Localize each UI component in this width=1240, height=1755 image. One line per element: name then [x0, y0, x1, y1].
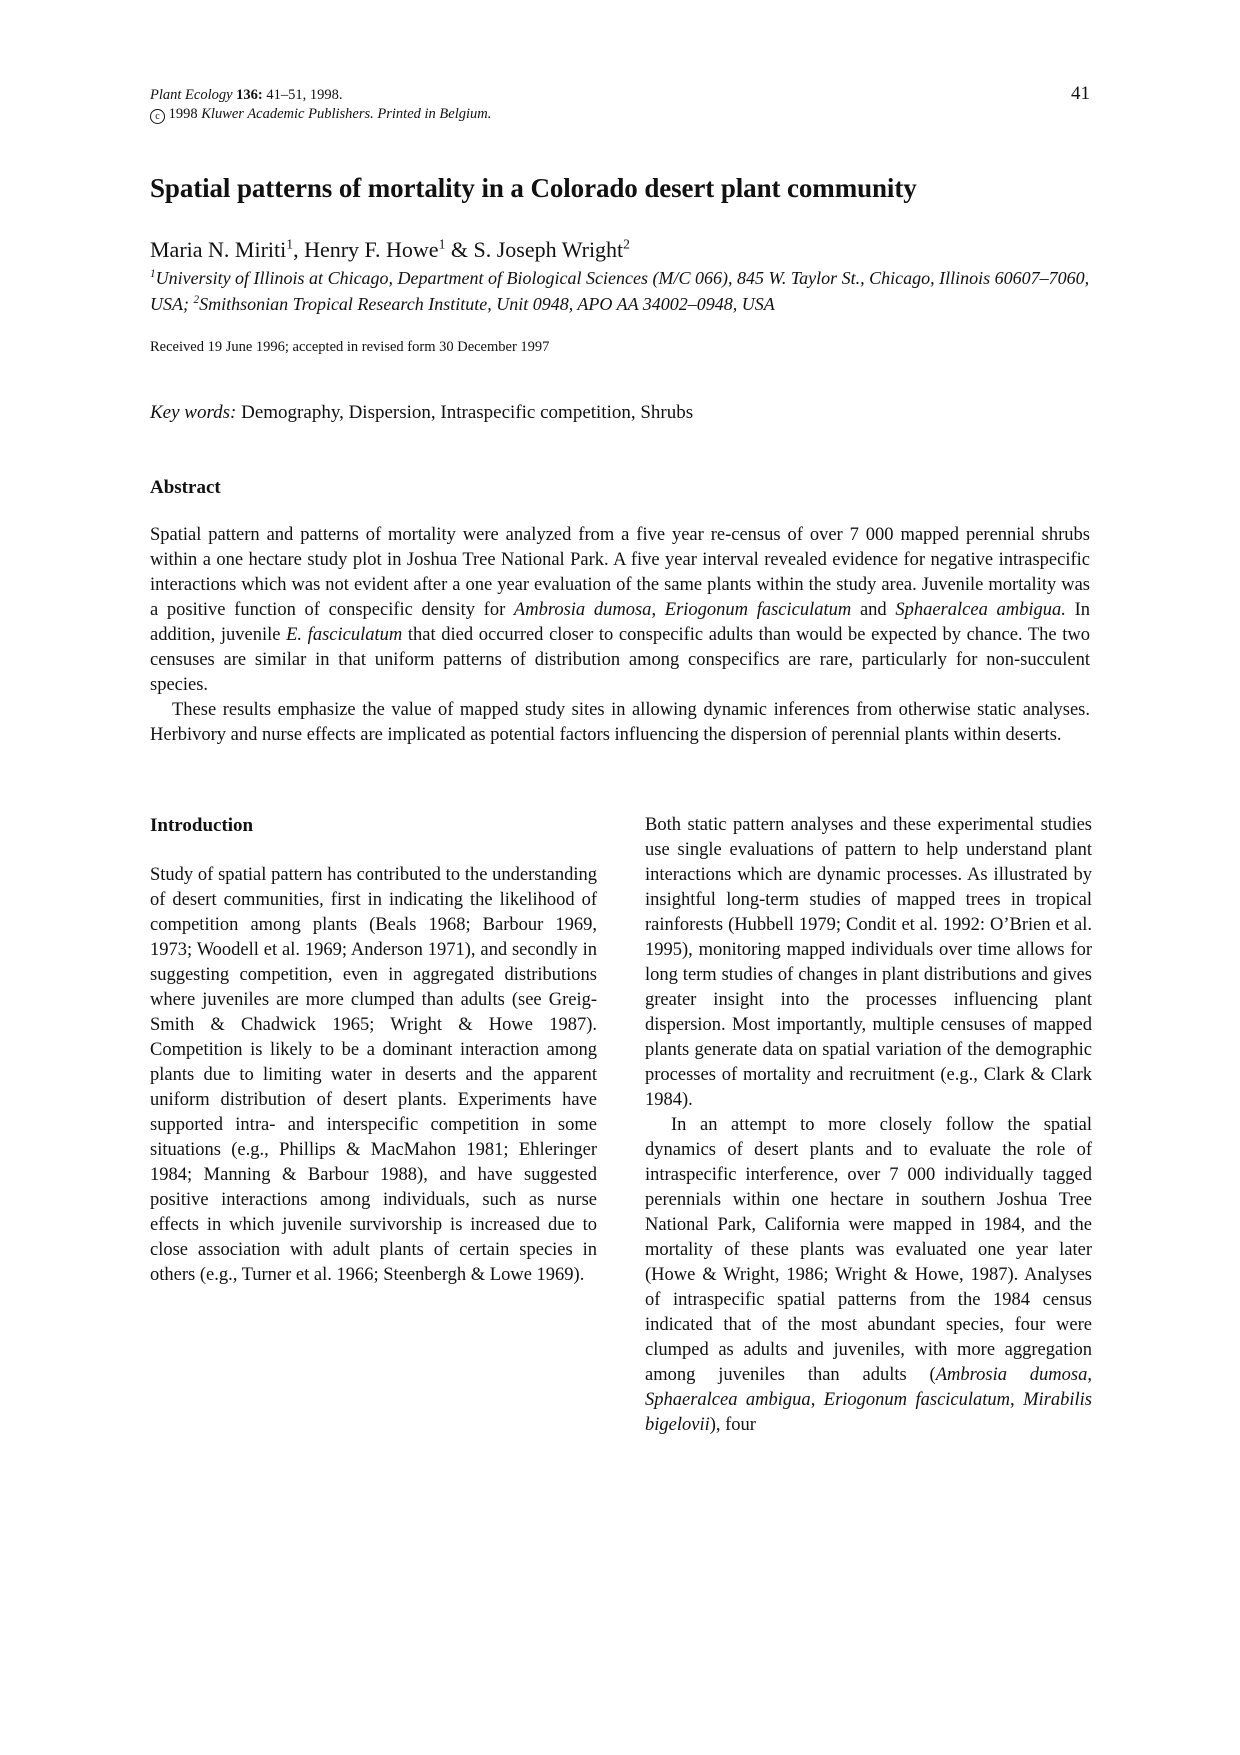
- keywords-label: Key words:: [150, 402, 237, 423]
- affiliation-1: University of Illinois at Chicago, Department of Biological Sciences (M/C 066), 845 W. Taylor St., Chicago, Illinois 60607–7060, USA;: [150, 268, 1090, 314]
- publisher: Kluwer Academic Publishers. Printed in Belgium.: [201, 106, 492, 122]
- journal-volume: 136:: [236, 87, 263, 103]
- species-name: Sphaeralcea ambigua: [645, 1390, 811, 1410]
- species-name: Ambrosia dumosa: [935, 1365, 1088, 1385]
- copyright-icon: c: [150, 109, 165, 124]
- species-name: Eriogonum fasciculatum: [664, 600, 852, 620]
- copyright-line: [150, 105, 491, 124]
- journal-pages-year: 41–51, 1998.: [262, 87, 343, 103]
- journal-citation: [150, 86, 491, 124]
- author-affiliation-mark: 1: [438, 236, 446, 252]
- affiliations: [150, 265, 1090, 317]
- author-list: [150, 237, 630, 263]
- text-run: and: [851, 600, 896, 620]
- body-column-left: [150, 813, 597, 1288]
- text-run: In an attempt to more closely follow the spatial dynamics of desert plants and to evaluate the role of intraspecific interference, over 7 000 individually tagged perennials within one hectare in southern Joshua Tree National Park, California were mapped in 1984, and the mortality of these plants was evaluated one year later (Howe & Wright, 1986; Wright & Howe, 1987). Analyses of intraspecific spatial patterns from the 1984 census indicated that of the most abundant species, four were clumped as adults and juveniles, with more aggregation among juveniles than adults (: [645, 1115, 1092, 1385]
- text-run: ,: [1087, 1365, 1092, 1385]
- keywords: [150, 402, 693, 424]
- text-run: ), four: [709, 1415, 756, 1435]
- body-paragraph-continued: Both static pattern analyses and these experimental studies use single evaluations of pattern to help understand plant interactions which are dynamic processes. As illustrated by insightful long-term studies of mapped trees in tropical rainforests (Hubbell 1979; Condit et al. 1992: O’Brien et al. 1995), monitoring mapped individuals over time allows for long term studies of changes in plant distributions and gives greater insight into the processes influencing plant dispersion. Most importantly, multiple censuses of mapped plants generate data on spatial variation of the demographic processes of mortality and recruitment (e.g., Clark & Clark 1984).: [645, 815, 1092, 1110]
- author: Maria N. Miriti: [150, 237, 287, 262]
- text-run: ,: [1010, 1390, 1024, 1410]
- affiliation-mark: 1: [150, 268, 156, 280]
- received-dates: Received 19 June 1996; accepted in revised form 30 December 1997: [150, 339, 550, 355]
- text-run: ,: [651, 600, 665, 620]
- species-name: E. fasciculatum: [286, 625, 403, 645]
- author-affiliation-mark: 2: [623, 236, 630, 252]
- text-run: ,: [810, 1390, 824, 1410]
- journal-name: Plant Ecology: [150, 87, 233, 103]
- body-paragraph: Study of spatial pattern has contributed to the understanding of desert communities, first in indicating the likelihood of competition among plants (Beals 1968; Barbour 1969, 1973; Woodell et al. 1969; Anderson 1971), and secondly in suggesting competition, even in aggregated distributions where juveniles are more clumped than adults (see Greig-Smith & Chadwick 1965; Wright & Howe 1987). Competition is likely to be a dominant interaction among plants due to limiting water in deserts and the apparent uniform distribution of desert plants. Experiments have supported intra- and interspecific competition in some situations (e.g., Phillips & MacMahon 1981; Ehleringer 1984; Manning & Barbour 1988), and have suggested positive interactions among individuals, such as nurse effects in which juvenile survivorship is increased due to close association with adult plants of certain species in others (e.g., Turner et al. 1966; Steenbergh & Lowe 1969).: [150, 865, 597, 1285]
- page-number: 41: [1071, 83, 1090, 104]
- affiliation-mark: 2: [193, 294, 200, 306]
- author: & S. Joseph Wright: [445, 237, 624, 262]
- abstract-paragraph: [150, 523, 1090, 698]
- abstract-body: [150, 523, 1090, 748]
- author-affiliation-mark: 1: [286, 236, 294, 252]
- affiliation-2: Smithsonian Tropical Research Institute, Unit 0948, APO AA 34002–0948, USA: [199, 294, 775, 314]
- body-column-right: [645, 813, 1092, 1438]
- author: , Henry F. Howe: [293, 237, 439, 262]
- keywords-list: Demography, Dispersion, Intraspecific competition, Shrubs: [236, 402, 694, 423]
- copyright-year: 1998: [168, 106, 198, 122]
- abstract-paragraph: These results emphasize the value of mapped study sites in allowing dynamic inferences from otherwise static analyses. Herbivory and nurse effects are implicated as potential factors influencing the dispersion of perennial plants within deserts.: [150, 700, 1090, 745]
- abstract-heading: Abstract: [150, 477, 221, 498]
- text-run: In addition, juvenile: [150, 600, 1090, 645]
- article-title: Spatial patterns of mortality in a Colorado desert plant community: [150, 173, 917, 203]
- species-name: Sphaeralcea ambigua.: [895, 600, 1066, 620]
- section-heading-introduction: Introduction: [150, 815, 254, 836]
- text-run: Spatial pattern and patterns of mortality were analyzed from a five year re-census of over 7 000 mapped perennial shrubs within a one hectare study plot in Joshua Tree National Park. A five year interval revealed evidence for negative intraspecific interactions which was not evident after a one year evaluation of the same plants within the study area. Juvenile mortality was a positive function of conspecific density for: [150, 525, 1090, 620]
- species-name: Ambrosia dumosa: [513, 600, 652, 620]
- species-name: Mirabilis bigelovii: [645, 1390, 1093, 1435]
- body-paragraph: [645, 1113, 1092, 1438]
- text-run: that died occurred closer to conspecific adults than would be expected by chance. The two censuses are similar in that uniform patterns of distribution among conspecifics are rare, particularly for non-succulent species.: [150, 625, 1090, 695]
- journal-line: [150, 86, 491, 105]
- species-name: Eriogonum fasciculatum: [823, 1390, 1011, 1410]
